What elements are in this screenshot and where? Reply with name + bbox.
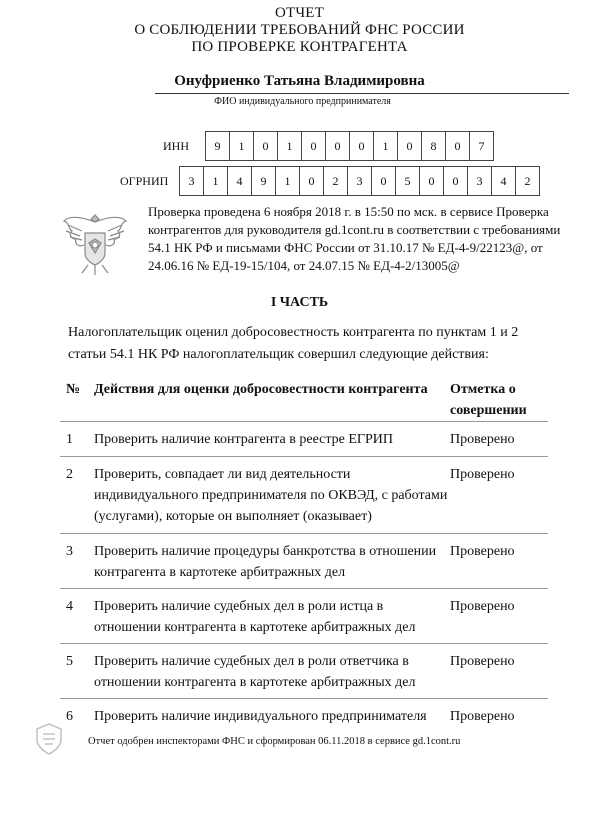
inn-digit: 0 <box>301 131 326 161</box>
inn-cells <box>205 131 493 161</box>
row-num: 2 <box>66 467 73 482</box>
row-mark: Проверено <box>450 432 515 447</box>
inn-digit: 1 <box>373 131 398 161</box>
ogrnip-digit: 1 <box>203 166 228 196</box>
row-mark: Проверено <box>450 544 515 559</box>
row-mark: Проверено <box>450 709 515 724</box>
name-underline <box>155 93 569 94</box>
inn-digit: 0 <box>349 131 374 161</box>
row-num: 3 <box>66 544 73 559</box>
row-mark: Проверено <box>450 599 515 614</box>
inn-digit: 0 <box>325 131 350 161</box>
row-action: Проверить, совпадает ли вид деятельности индивидуального предпринимателя по ОКВЭД, с работами (услугами), которые он выполняет (оказывает) <box>94 467 448 524</box>
part-intro: Налогоплательщик оценил добросовестность контрагента по пунктам 1 и 2 статьи 54.1 НК РФ налогоплательщик совершил следующие действия: <box>68 325 519 362</box>
header-num: № <box>66 382 81 397</box>
ogrnip-digit: 2 <box>323 166 348 196</box>
table-header <box>60 372 548 422</box>
header-action: Действия для оценки добросовестности контрагента <box>94 382 428 397</box>
row-action: Проверить наличие индивидуального предпринимателя <box>94 709 427 724</box>
ogrnip-digit: 5 <box>395 166 420 196</box>
ogrnip-digit: 3 <box>347 166 372 196</box>
fns-eagle-emblem-icon <box>60 207 130 279</box>
table-row <box>60 422 548 457</box>
row-num: 4 <box>66 599 73 614</box>
ogrnip-digit: 3 <box>179 166 204 196</box>
inn-digit: 7 <box>469 131 494 161</box>
inn-digit: 1 <box>229 131 254 161</box>
row-num: 1 <box>66 432 73 447</box>
report-title-line3: ПО ПРОВЕРКЕ КОНТРАГЕНТА <box>191 39 408 55</box>
report-title-line1: ОТЧЕТ <box>274 5 325 21</box>
actions-table <box>60 372 548 734</box>
inn-digit: 8 <box>421 131 446 161</box>
row-mark: Проверено <box>450 467 515 482</box>
table-row <box>60 534 548 589</box>
row-action: Проверить наличие судебных дел в роли истца в отношении контрагента в картотеке арбитражных дел <box>94 599 416 635</box>
inn-digit: 0 <box>445 131 470 161</box>
row-action: Проверить наличие процедуры банкротства в отношении контрагента в картотеке арбитражных дел <box>94 544 437 580</box>
table-row <box>60 457 548 534</box>
ogrnip-cells <box>179 166 539 196</box>
header-mark: Отметка о совершении <box>450 382 527 418</box>
shield-logo-icon <box>34 722 64 756</box>
table-row <box>60 589 548 644</box>
footer-text: Отчет одобрен инспекторами ФНС и сформирован 06.11.2018 в сервисе gd.1cont.ru <box>88 736 461 747</box>
row-action: Проверить наличие контрагента в реестре ЕГРИП <box>94 432 394 447</box>
inn-digit: 9 <box>205 131 230 161</box>
inn-digit: 0 <box>253 131 278 161</box>
entrepreneur-name: Онуфриенко Татьяна Владимировна <box>174 73 425 89</box>
ogrnip-label: ОГРНИП <box>120 174 169 188</box>
inn-label: ИНН <box>163 139 189 153</box>
ogrnip-digit: 4 <box>227 166 252 196</box>
ogrnip-digit: 3 <box>467 166 492 196</box>
ogrnip-digit: 9 <box>251 166 276 196</box>
part-title: I ЧАСТЬ <box>270 295 329 310</box>
row-num: 5 <box>66 654 73 669</box>
ogrnip-digit: 0 <box>443 166 468 196</box>
table-row <box>60 699 548 734</box>
ogrnip-digit: 0 <box>371 166 396 196</box>
inn-digit: 0 <box>397 131 422 161</box>
row-num: 6 <box>66 709 73 724</box>
name-caption: ФИО индивидуального предпринимателя <box>214 96 391 107</box>
ogrnip-digit: 2 <box>515 166 540 196</box>
report-title-line2: О СОБЛЮДЕНИИ ТРЕБОВАНИЙ ФНС РОССИИ <box>134 22 465 38</box>
ogrnip-digit: 0 <box>299 166 324 196</box>
row-mark: Проверено <box>450 654 515 669</box>
row-action: Проверить наличие судебных дел в роли ответчика в отношении контрагента в картотеке арбитражных дел <box>94 654 416 690</box>
table-row <box>60 644 548 699</box>
check-description: Проверка проведена 6 ноября 2018 г. в 15:50 по мск. в сервисе Проверка контрагентов для руководителя gd.1cont.ru в соответствии с требованиями 54.1 НК РФ и письмами ФНС России от 31.10.17 № ЕД-4-9/22123@, от 24.06.16 № ЕД-19-15/104, от 24.07.15 № ЕД-4-2/13005@ <box>148 204 561 273</box>
ogrnip-digit: 4 <box>491 166 516 196</box>
ogrnip-digit: 0 <box>419 166 444 196</box>
inn-digit: 1 <box>277 131 302 161</box>
ogrnip-digit: 1 <box>275 166 300 196</box>
